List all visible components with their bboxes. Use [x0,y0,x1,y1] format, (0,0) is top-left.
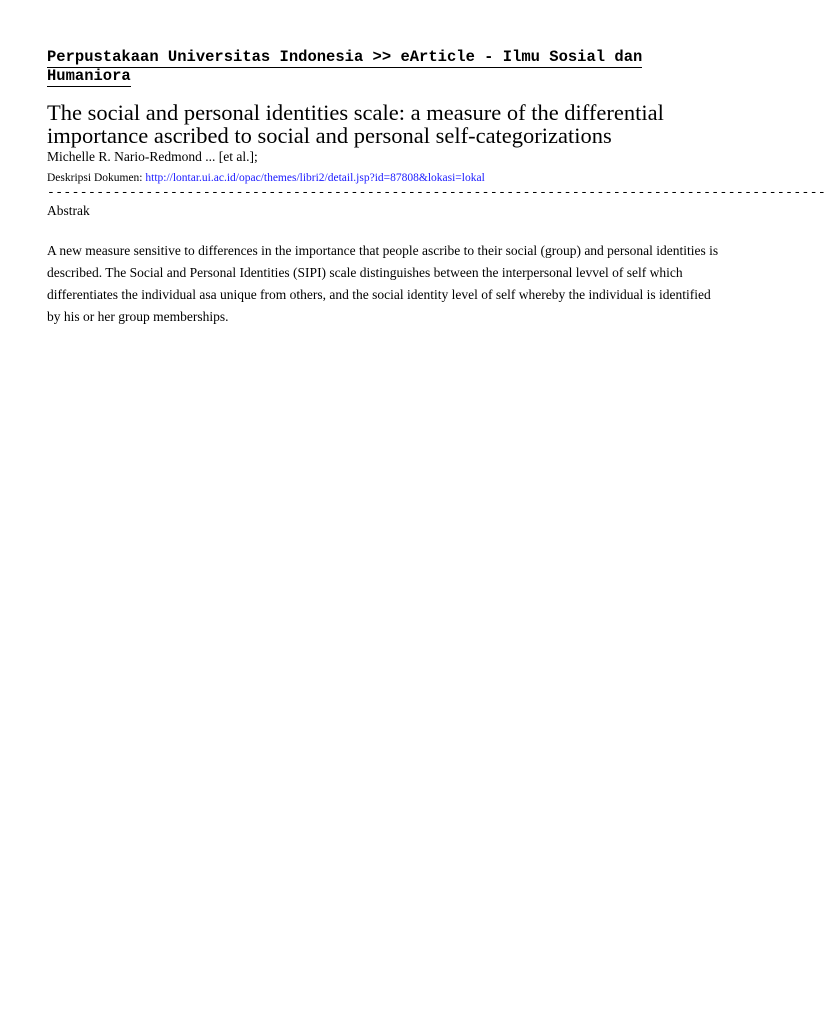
description-label: Deskripsi Dokumen: [47,172,143,184]
breadcrumb[interactable] [47,48,727,86]
abstract-text: A new measure sensitive to differences in the importance that people ascribe to their social (group) and personal identities is described. The Social and Personal Identities (SIPI) scale distinguishes between the interpersonal levvel of self which differentiates the individual asa unique from others, and the social identity level of self whereby the individual is identified by his or her group memberships. [47,243,719,324]
abstract-heading: Abstrak [47,203,90,218]
document-title: The social and personal identities scale: a measure of the differential importance ascribed to social and personal self-categorizations [47,100,664,148]
document-description [47,170,727,186]
description-link[interactable]: http://lontar.ui.ac.id/opac/themes/libri2/detail.jsp?id=87808&lokasi=lokal [145,172,485,184]
divider: ----------------------------------------------------------------------------------------------- [47,185,826,200]
document-page [47,48,826,328]
document-author: Michelle R. Nario-Redmond ... [et al.]; [47,149,258,164]
breadcrumb-text[interactable]: Perpustakaan Universitas Indonesia >> eArticle - Ilmu Sosial dan Humaniora [47,48,643,85]
